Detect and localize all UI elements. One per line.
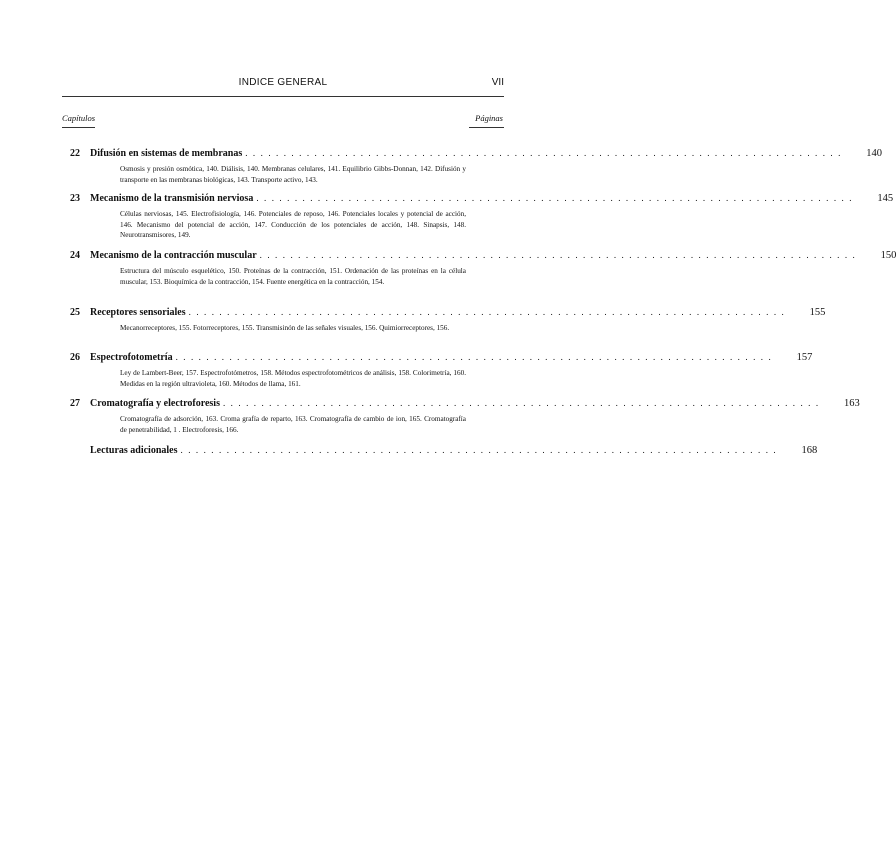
column-header-pages: Páginas [475,113,503,123]
chapter-title: Cromatografía y electroforesis [90,398,220,409]
column-rule-left [62,127,95,128]
chapter-number: 22 [70,148,80,159]
chapter-contents: Cromatografía de adsorción, 163. Croma grafía de reparto, 163. Cromatografía de cambio de ion, 165. Cromatografía de penetrabilidad, 1 . Electroforesis, 166. [120,415,466,434]
chapter-contents: Estructura del músculo esquelético, 150. Proteínas de la contracción, 151. Ordenación de las proteínas en la célula muscular, 153. Bioquímica de la contracción, 154. Fuente energética en la contracción, 154. [120,267,466,286]
chapter-title: Espectrofotometría [90,352,173,363]
leader-dots: . . . . . . . . . . . . . . . . . . . . . . . . . . . . . . . . . . . . . . . . . . . . . . . . . . . . . . . . . . . . . . . . . . . . . . . . . . . . . . [180,445,778,455]
chapter-page: 163 [843,398,860,409]
chapter-page: 145 [877,193,894,204]
chapter-title: Receptores sensoriales [90,307,186,318]
running-head-title: INDICE GENERAL [238,77,328,88]
toc-entry [62,188,894,241]
toc-entry-heading [62,245,896,261]
chapter-number: 26 [70,352,80,363]
chapter-page: 155 [809,307,826,318]
leader-dots: . . . . . . . . . . . . . . . . . . . . . . . . . . . . . . . . . . . . . . . . . . . . . . . . . . . . . . . . . . . . . . . . . . . . . . . . . . . . . . [175,352,773,362]
leader-dots: . . . . . . . . . . . . . . . . . . . . . . . . . . . . . . . . . . . . . . . . . . . . . . . . . . . . . . . . . . . . . . . . . . . . . . . . . . . . . . [256,193,854,203]
running-head [62,77,504,91]
column-header-chapters: Capítulos [62,113,96,123]
additional-readings-title: Lecturas adicionales [90,445,178,456]
leader-dots: . . . . . . . . . . . . . . . . . . . . . . . . . . . . . . . . . . . . . . . . . . . . . . . . . . . . . . . . . . . . . . . . . . . . . . . . . . . . . . [259,250,857,260]
chapter-number: 27 [70,398,80,409]
leader-dots: . . . . . . . . . . . . . . . . . . . . . . . . . . . . . . . . . . . . . . . . . . . . . . . . . . . . . . . . . . . . . . . . . . . . . . . . . . . . . . [222,398,820,408]
toc-entry [62,347,813,389]
chapter-number: 23 [70,193,80,204]
toc-entry [62,393,860,435]
chapter-contents: Células nerviosas, 145. Electrofisiología, 146. Potenciales de reposo, 146. Potenciales locales y potencial de acción, 146. Mecanismo del potencial de acción, 147. Conducción de los potenciales de acción, 148. Sinapsis, 148. Neurotransmisores, 149. [120,210,466,239]
toc-entry-heading [62,188,894,204]
chapter-title: Mecanismo de la contracción muscular [90,250,257,261]
toc-entry-heading [62,143,882,159]
chapter-number: 24 [70,250,80,261]
toc-entry-additional-readings [62,440,818,456]
chapter-contents: Ley de Lambert-Beer, 157. Espectrofotómetros, 158. Métodos espectrofotométricos de análisis, 158. Colorimetría, 160. Medidas en la región ultravioleta, 160. Métodos de llama, 161. [120,369,466,388]
chapter-number: 25 [70,307,80,318]
header-rule [62,96,504,97]
chapter-page: 150 [880,250,896,261]
toc-entry [62,143,882,185]
chapter-title: Mecanismo de la transmisión nerviosa [90,193,254,204]
chapter-page: 140 [866,148,882,159]
toc-entry-heading [62,393,860,409]
chapter-contents: Osmosis y presión osmótica, 140. Diálisis, 140. Membranas celulares, 141. Equilibrio Gibbs-Donnan, 142. Difusión y transporte en las membranas biológicas, 143. Transporte activo, 143. [120,165,466,184]
running-head-page-number: VII [491,77,504,88]
column-rule-right [469,127,504,128]
additional-readings-page: 168 [801,445,818,456]
chapter-contents: Mecanorreceptores, 155. Fotorreceptores, 155. Transmisinón de las señales visuales, 156. Quimiorreceptores, 156. [120,324,450,332]
toc-entry-heading [62,440,818,456]
toc-entry [62,302,826,334]
toc-entry [62,245,896,287]
leader-dots: . . . . . . . . . . . . . . . . . . . . . . . . . . . . . . . . . . . . . . . . . . . . . . . . . . . . . . . . . . . . . . . . . . . . . . . . . . . . . . [245,148,842,158]
chapter-title: Difusión en sistemas de membranas [90,148,243,159]
leader-dots: . . . . . . . . . . . . . . . . . . . . . . . . . . . . . . . . . . . . . . . . . . . . . . . . . . . . . . . . . . . . . . . . . . . . . . . . . . . . . . [188,307,786,317]
toc-entry-heading [62,302,826,318]
toc-entry-heading [62,347,813,363]
chapter-page: 157 [796,352,813,363]
